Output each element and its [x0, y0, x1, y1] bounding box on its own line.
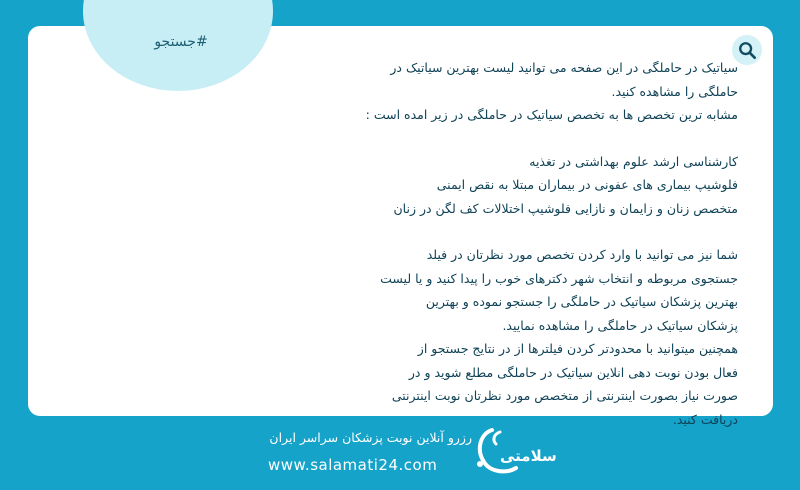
- description-line: بهترین پزشکان سیاتیک در حاملگی را جستجو نموده و بهترین: [425, 294, 738, 309]
- intro-line: حاملگی را مشاهده کنید.: [611, 83, 738, 99]
- description-line: دریافت کنید.: [672, 411, 738, 427]
- intro-line: مشابه ترین تخصص ها به تخصص سیاتیک در حاملگی در زیر امده است :: [365, 107, 738, 122]
- search-icon: [738, 41, 756, 59]
- description-line: همچنین میتوانید با محدودتر کردن فیلترها از در نتایج جستجو از: [417, 341, 738, 356]
- specialty-item[interactable]: کارشناسی ارشد علوم بهداشتی در تغذیه: [529, 153, 738, 169]
- footer-url[interactable]: www.salamati24.com: [268, 456, 438, 474]
- specialty-item[interactable]: فلوشیپ بیماری های عفونی در بیماران مبتلا به نقص ایمنی: [436, 177, 738, 192]
- description-line: صورت نیاز بصورت اینترنتی از متخصص مورد نظرتان نوبت اینترنتی: [391, 388, 738, 403]
- intro-line: سیاتیک در حاملگی در این صفحه می توانید لیست بهترین سیاتیک در: [390, 60, 738, 75]
- content-card: [28, 26, 773, 427]
- article-text: [308, 56, 738, 431]
- description-line: شما نیز می توانید با وارد کردن تخصص مورد نظرتان در فیلد: [426, 247, 738, 262]
- description-line: پزشکان سیاتیک در حاملگی را مشاهده نمایید.: [502, 317, 738, 333]
- description-line: جستجوی مربوطه و انتخاب شهر دکترهای خوب را پیدا کنید و یا لیست: [380, 270, 738, 286]
- footer-tagline: رزرو آنلاین نوبت پزشکان سراسر ایران: [269, 430, 472, 445]
- hashtag-link[interactable]: #جستجو: [154, 34, 208, 50]
- description-line: فعال بودن نوبت دهی انلاین سیاتیک در حاملگی مطلع شوید و در: [408, 364, 738, 380]
- logo-text: سلامتی: [500, 447, 557, 465]
- specialty-item[interactable]: متخصص زنان و زایمان و نازایی فلوشیپ اختلالات کف لگن در زنان: [393, 200, 738, 216]
